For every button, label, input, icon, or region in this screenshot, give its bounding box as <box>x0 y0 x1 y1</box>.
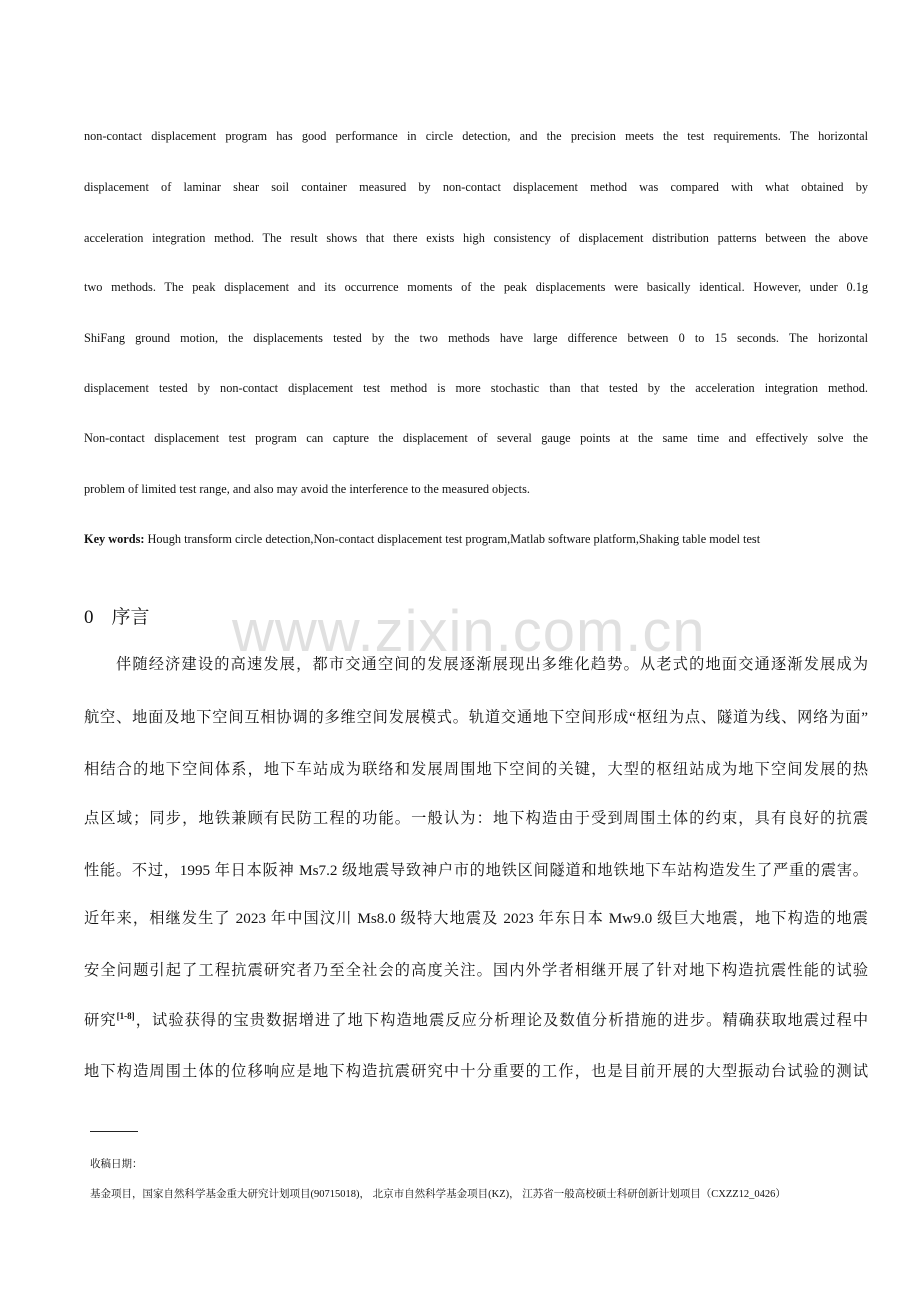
body-line: 航空、地面及地下空间互相协调的多维空间发展模式。轨道交通地下空间形成“枢纽为点、隧道为线、网络为面” <box>84 709 868 726</box>
footnote-fund: 基金项目，国家自然科学基金重大研究计划项目(90715018)， 北京市自然科学基金项目(KZ)， 江苏省一般高校硕士科研创新计划项目（CXZZ12_0426） <box>90 1189 786 1200</box>
body-line: 地下构造周围土体的位移响应是地下构造抗震研究中十分重要的工作，也是目前开展的大型振动台试验的测试 <box>84 1063 868 1080</box>
section-title: 序言 <box>111 606 150 628</box>
body-line: 点区域；同步，地铁兼顾有民防工程的功能。一般认为：地下构造由于受到周围土体的约束，具有良好的抗震 <box>84 810 868 827</box>
abstract-line: ShiFang ground motion, the displacements tested by the two methods have large difference between 0 to 15 seconds. The horizontal <box>84 331 868 345</box>
body-line: 安全问题引起了工程抗震研究者乃至全社会的高度关注。国内外学者相继开展了针对地下构造抗震性能的试验 <box>84 962 868 979</box>
keywords-label: Key words: <box>84 532 145 546</box>
footnote-divider <box>90 1131 138 1132</box>
abstract-line: two methods. The peak displacement and its occurrence moments of the peak displacements were basically identical. However, under 0.1g <box>84 280 868 294</box>
abstract-line: problem of limited test range, and also may avoid the interference to the measured objects. <box>84 482 530 496</box>
body-line <box>84 1010 868 1032</box>
body-line-rest: ，试验获得的宝贵数据增进了地下构造地震反应分析理论及数值分析措施的进步。精确获取地震过程中 <box>134 1012 869 1029</box>
abstract-line: displacement tested by non-contact displacement test method is more stochastic than that tested by the acceleration integration method. <box>84 381 868 395</box>
body-line: 近年来，相继发生了 2023 年中国汶川 Ms8.0 级特大地震及 2023 年东日本 Mw9.0 级巨大地震，地下构造的地震 <box>84 910 868 927</box>
abstract-line: non-contact displacement program has good performance in circle detection, and the precision meets the test requirements. The horizontal <box>84 129 868 143</box>
citation-ref[interactable]: [1-8] <box>116 1011 135 1021</box>
keywords <box>84 532 874 546</box>
body-line: 性能。不过，1995 年日本阪神 Ms7.2 级地震导致神户市的地铁区间隧道和地铁地下车站构造发生了严重的震害。 <box>84 862 868 879</box>
watermark: www.zixin.com.cn <box>232 599 706 664</box>
body-line: 相结合的地下空间体系，地下车站成为联络和发展周围地下空间的关键，大型的枢纽站成为地下空间发展的热 <box>84 761 868 778</box>
body-line: 伴随经济建设的高速发展，都市交通空间的发展逐渐展现出多维化趋势。从老式的地面交通逐渐发展成为 <box>116 656 868 673</box>
keywords-text: Hough transform circle detection,Non-contact displacement test program,Matlab software platform,Shaking table model test <box>144 532 761 546</box>
section-number: 0 <box>84 607 94 628</box>
abstract-line: Non-contact displacement test program can capture the displacement of several gauge points at the same time and effectively solve the <box>84 431 868 445</box>
abstract-line: displacement of laminar shear soil container measured by non-contact displacement method was compared with what obtained by <box>84 180 868 194</box>
section-heading <box>84 604 150 631</box>
abstract-line: acceleration integration method. The result shows that there exists high consistency of displacement distribution patterns between the above <box>84 231 868 245</box>
footnote-received: 收稿日期： <box>90 1159 143 1170</box>
body-line-prefix: 研究 <box>84 1012 117 1029</box>
